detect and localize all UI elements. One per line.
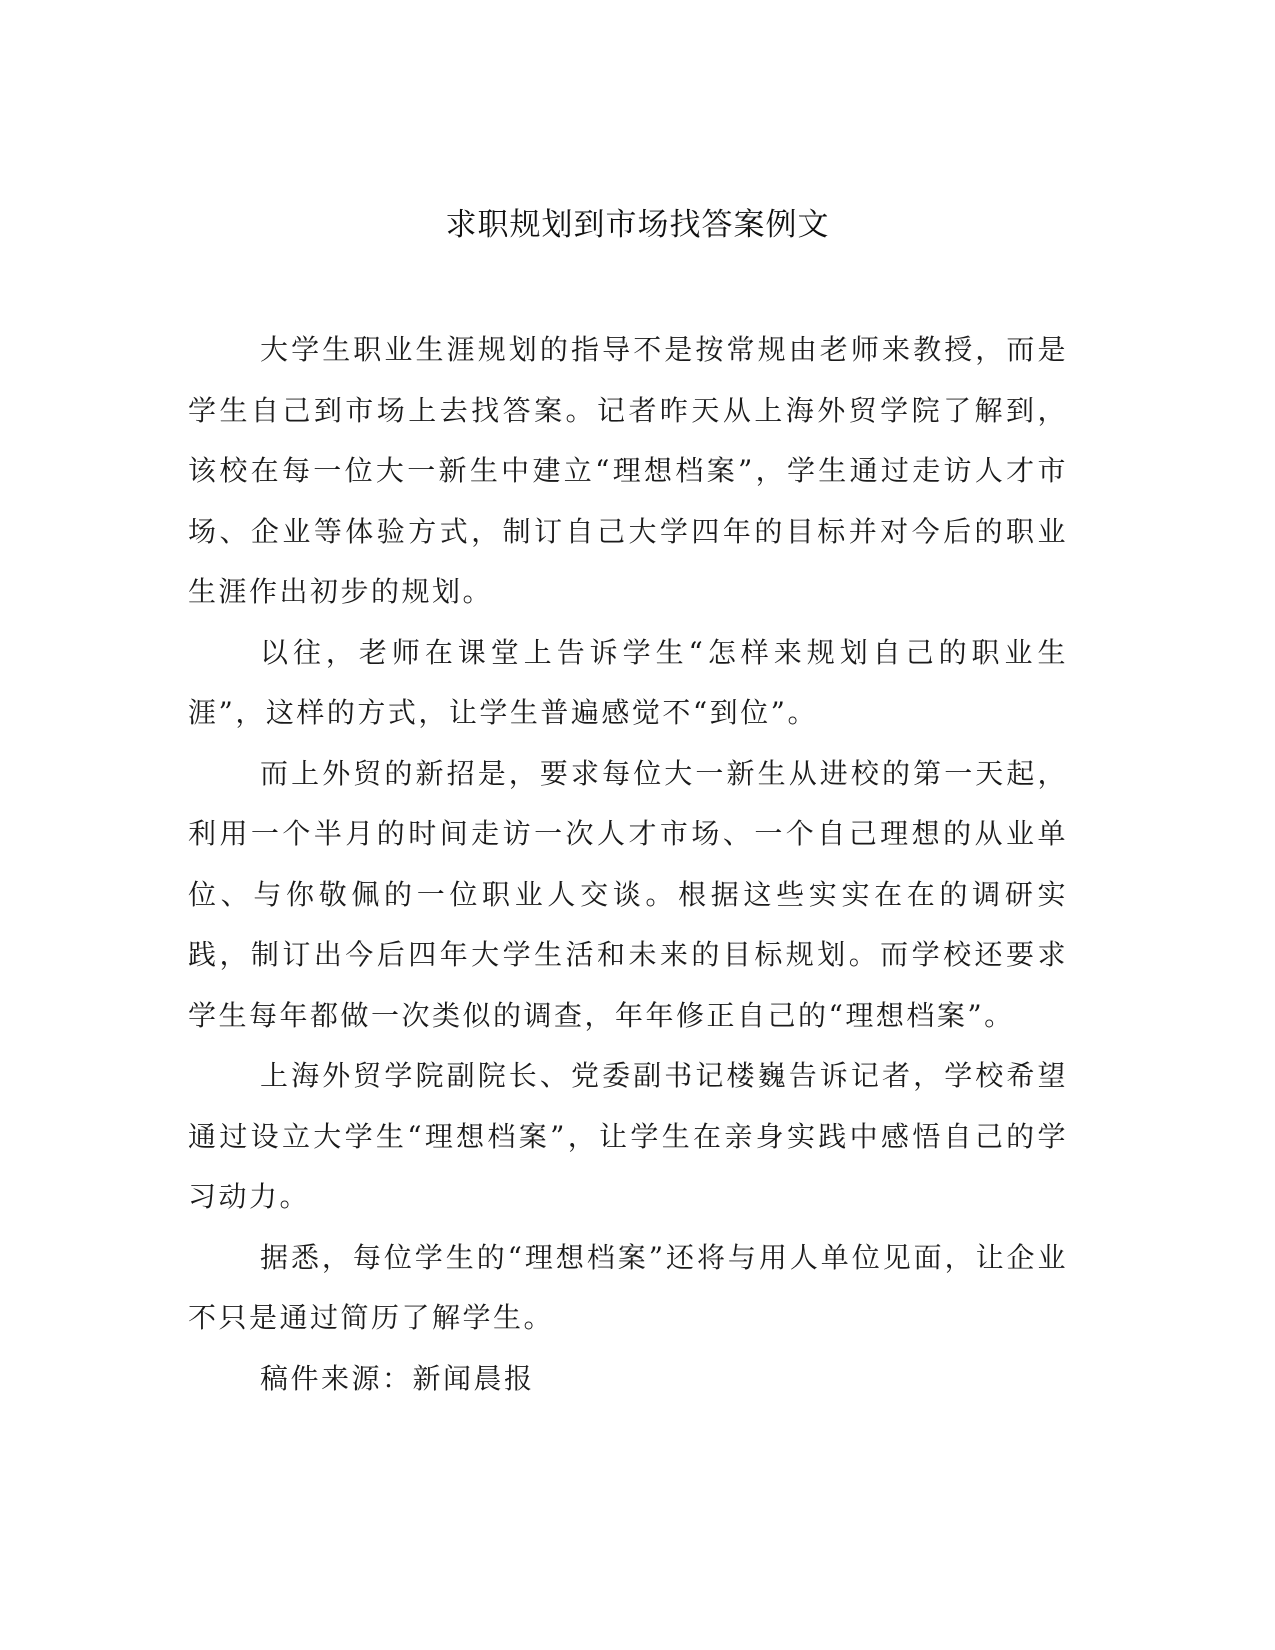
paragraph-intro: 大学生职业生涯规划的指导不是按常规由老师来教授，而是学生自己到市场上去找答案。记者昨天从上海外贸学院了解到，该校在每一位大一新生中建立“理想档案”，学生通过走访人才市场、企业等体验方式，制订自己大学四年的目标并对今后的职业生涯作出初步的规划。 bbox=[188, 333, 1068, 608]
paragraph-employer-meeting: 据悉，每位学生的“理想档案”还将与用人单位见面，让企业不只是通过简历了解学生。 bbox=[188, 1240, 1068, 1334]
document-body bbox=[188, 320, 1068, 1409]
paragraph-past-approach: 以往，老师在课堂上告诉学生“怎样来规划自己的职业生涯”，这样的方式，让学生普遍感觉不“到位”。 bbox=[188, 635, 1068, 729]
paragraph-vice-president-quote: 上海外贸学院副院长、党委副书记楼巍告诉记者，学校希望通过设立大学生“理想档案”，让学生在亲身实践中感悟自己的学习动力。 bbox=[188, 1059, 1068, 1213]
document-title: 求职规划到市场找答案例文 bbox=[445, 207, 830, 243]
paragraph-source: 稿件来源：新闻晨报 bbox=[260, 1361, 535, 1395]
paragraph-new-approach: 而上外贸的新招是，要求每位大一新生从进校的第一天起，利用一个半月的时间走访一次人才市场、一个自己理想的从业单位、与你敬佩的一位职业人交谈。根据这些实实在在的调研实践，制订出今后四年大学生活和未来的目标规划。而学校还要求学生每年都做一次类似的调查，年年修正自己的“理想档案”。 bbox=[188, 756, 1068, 1032]
